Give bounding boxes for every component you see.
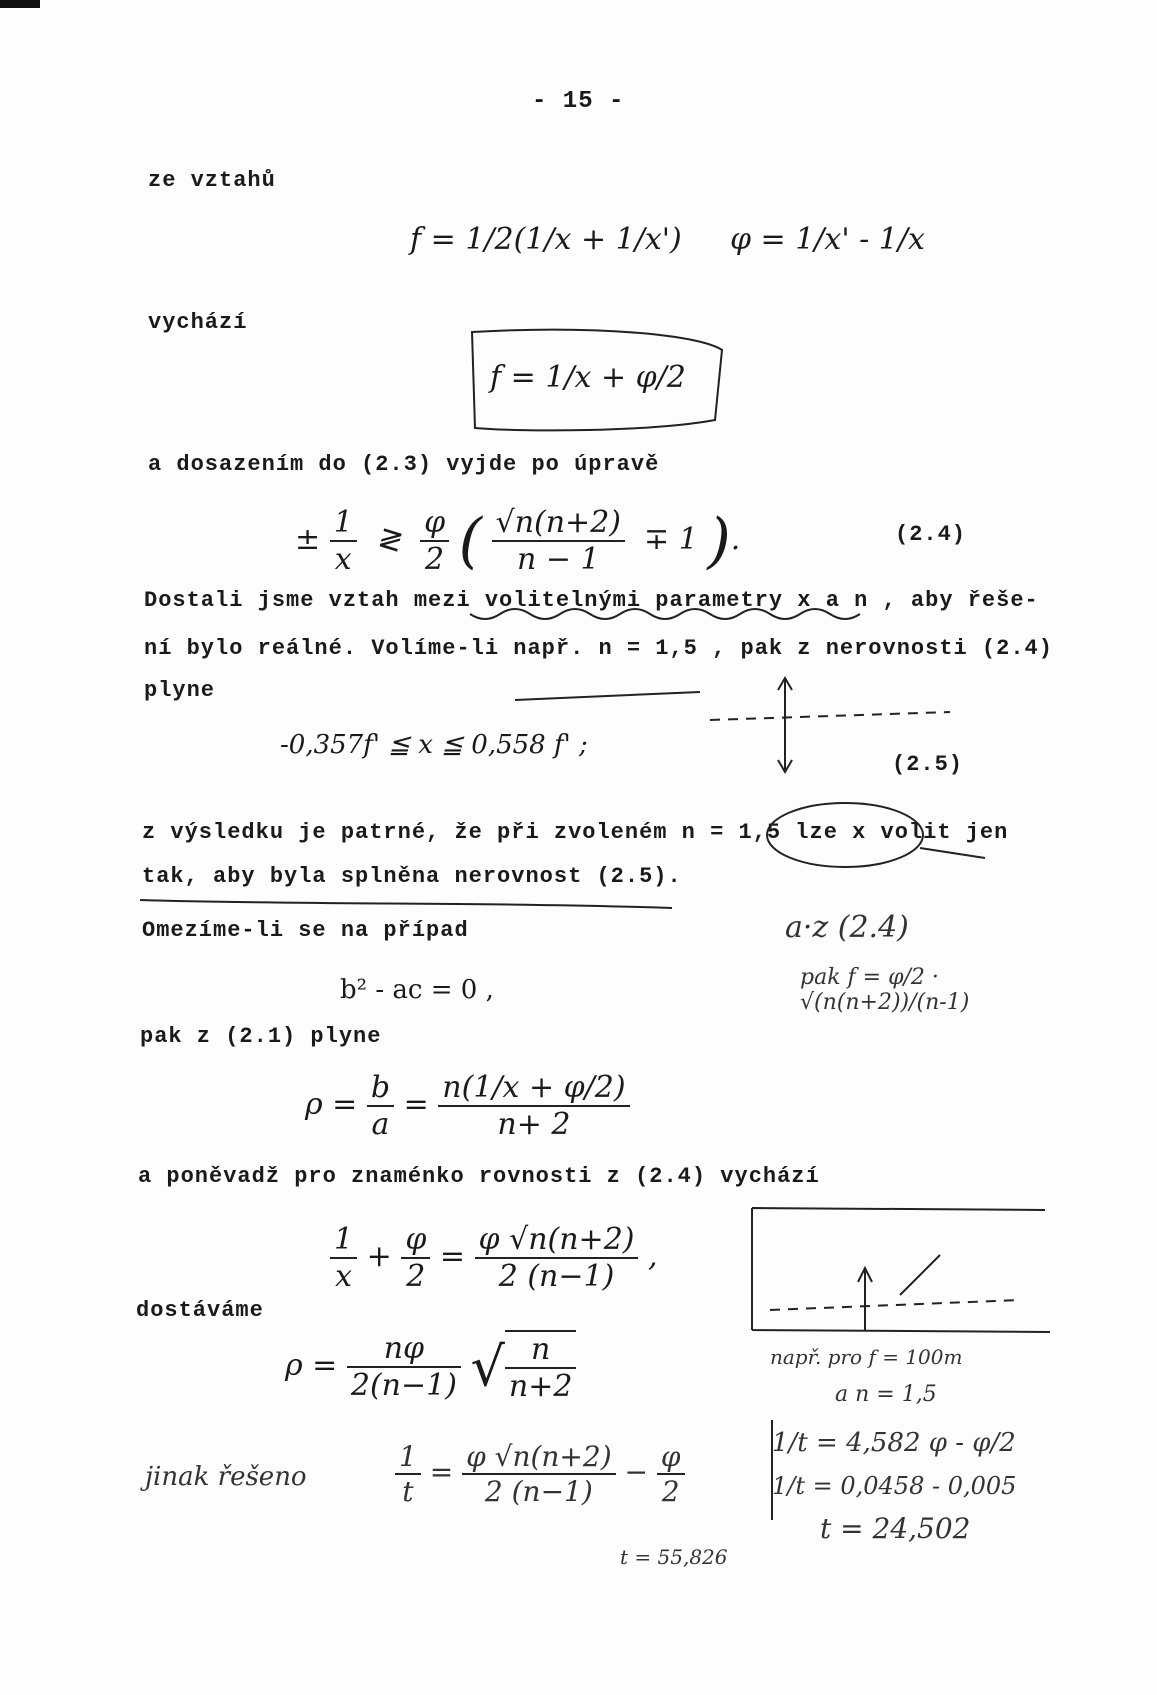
equation-1a: f = 1/2(1/x + 1/x'): [410, 222, 682, 257]
margin-note-1: a·z (2.4): [785, 910, 909, 945]
margin-note-7: t = 24,502: [820, 1512, 971, 1545]
oval-highlight: [767, 803, 923, 867]
margin-note-4: a n = 1,5: [835, 1382, 937, 1407]
equation-3: ± $\frac{1}{x}$ ≷ $\frac{\varphi}{2}$ ( $\frac{√n(n+2)}{n - 1}$ ∓ 1 ).: [295, 505, 741, 577]
equation-label-2-5: (2.5): [892, 752, 964, 777]
handwritten-label-bottom: jinak řešeno: [145, 1462, 307, 1492]
page-number: - 15 -: [532, 88, 625, 115]
text-line-4: Dostali jsme vztah mezi volitelnými parametry x a n , aby řeše-: [144, 588, 1039, 613]
text-line-1: ze vztahů: [148, 168, 276, 193]
text-line-11: a poněvadž pro znaménko rovnosti z (2.4) vychází: [138, 1164, 820, 1189]
equation-8: ρ = $\frac{n\varphi}{2(n-1)}$ √ $\frac{n}{n+2}$: [285, 1330, 576, 1404]
handwritten-equation-bottom: $\frac{1}{t}$ = $\frac{\varphi √n(n+2)}{2 (n-1)}$ − $\frac{\varphi}{2}$: [395, 1440, 685, 1508]
text-line-2: vychází: [148, 310, 248, 335]
equation-4: -0,357f' ≦ x ≦ 0,558 f' ;: [280, 730, 588, 760]
text-line-6: plyne: [144, 678, 216, 703]
text-line-5: ní bylo reálné. Volíme-li např. n = 1,5 , pak z nerovnosti (2.4): [144, 636, 1053, 661]
wavy-underline: [470, 609, 860, 619]
underline-line-8: [140, 900, 672, 908]
margin-note-6: 1/t = 0,0458 - 0,005: [772, 1472, 1017, 1500]
margin-note-3: např. pro f = 100m: [770, 1345, 963, 1369]
box-equation-2: [472, 330, 722, 431]
equation-6: ρ = $\frac{b}{a}$ = $\frac{n(1/x + \varphi/2)}{n+ 2}$: [305, 1070, 630, 1142]
equation-7: $\frac{1}{x}$ + $\frac{\varphi}{2}$ = $\frac{\varphi √n(n+2)}{2 (n-1)}$ ,: [330, 1222, 658, 1294]
equation-2: f = 1/x + φ/2: [490, 360, 686, 395]
text-line-7: z výsledku je patrné, že při zvoleném n = 1,5 lze x volit jen: [142, 820, 1009, 845]
text-line-10: pak z (2.1) plyne: [140, 1024, 382, 1049]
text-line-8: tak, aby byla splněna nerovnost (2.5).: [142, 864, 682, 889]
equation-5: b² - ac = 0 ,: [340, 975, 494, 1005]
text-line-3: a dosazením do (2.3) vyjde po úpravě: [148, 452, 660, 477]
equation-label-2-4: (2.4): [895, 522, 967, 547]
handwritten-result-bottom: t = 55,826: [620, 1545, 728, 1569]
equation-1b: φ = 1/x' - 1/x: [730, 222, 925, 257]
margin-note-2: pak f = φ/2 · √(n(n+2))/(n-1): [800, 965, 970, 1015]
text-line-12: dostáváme: [136, 1298, 264, 1323]
margin-note-5: 1/t = 4,582 φ - φ/2: [772, 1428, 1016, 1458]
text-line-9: Omezíme-li se na případ: [142, 918, 469, 943]
